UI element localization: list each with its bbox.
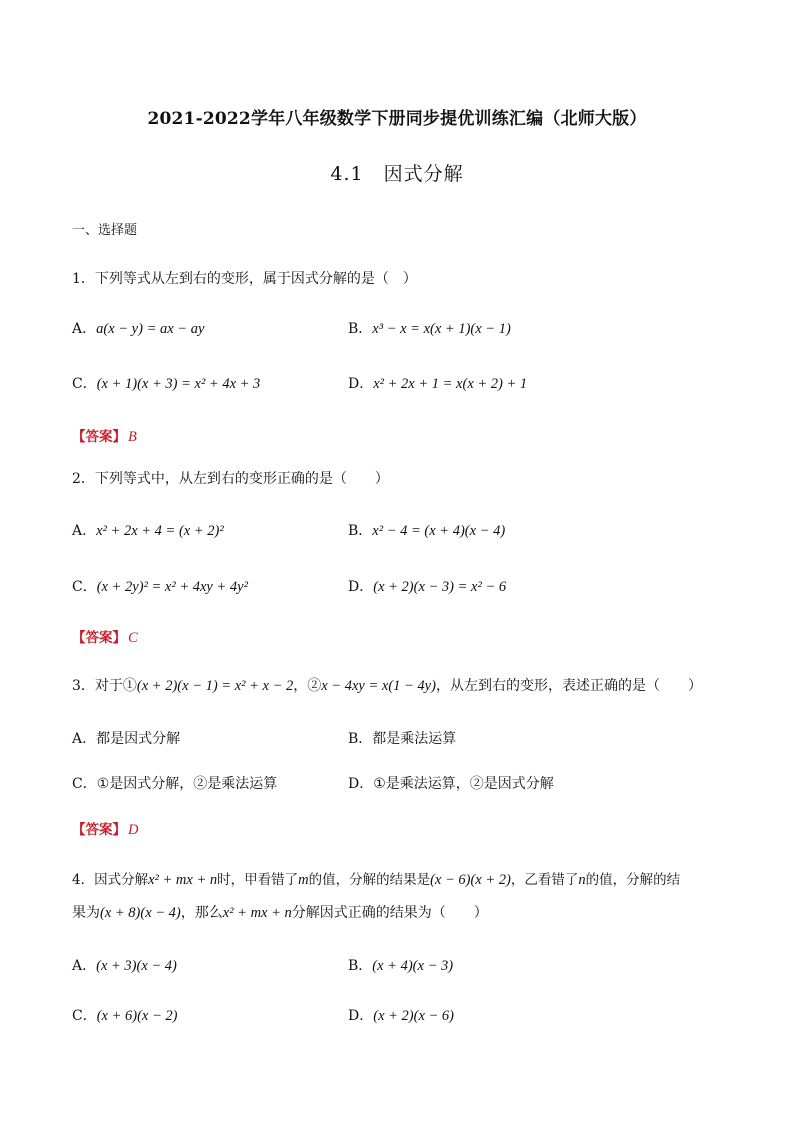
question-2-stem: 2．下列等式中，从左到右的变形正确的是（ ） — [72, 471, 389, 487]
question-1-option-d: D．x² + 2x + 1 = x(x + 2) + 1 — [348, 376, 528, 392]
question-1-option-a: A．a(x − y) = ax − ay — [72, 321, 205, 337]
document-title: 2021-2022学年八年级数学下册同步提优训练汇编（北师大版） — [147, 109, 647, 129]
question-4-stem-line-1: 4．因式分解x² + mx + n时，甲看错了m的值，分解的结果是(x − 6)(x + 2)，乙看错了n的值，分解的结 — [72, 872, 681, 888]
question-1-option-b: B．x³ − x = x(x + 1)(x − 1) — [348, 321, 511, 337]
question-3-stem: 3．对于①(x + 2)(x − 1) = x² + x − 2，②x − 4xy = x(1 − 4y)，从左到右的变形，表述正确的是（ ） — [72, 678, 702, 694]
question-3-option-d: D．①是乘法运算，②是因式分解 — [348, 776, 554, 792]
question-1-stem: 1．下列等式从左到右的变形，属于因式分解的是（ ） — [72, 271, 417, 287]
question-1-option-c: C．(x + 1)(x + 3) = x² + 4x + 3 — [72, 376, 261, 392]
question-3-answer: 【答案】 D — [72, 822, 139, 838]
question-4-option-a: A．(x + 3)(x − 4) — [72, 958, 177, 974]
question-type-heading: 一、选择题 — [72, 223, 138, 238]
question-2-answer: 【答案】 C — [72, 630, 138, 646]
section-title: 4.1 因式分解 — [330, 163, 464, 185]
question-4-option-b: B．(x + 4)(x − 3) — [348, 958, 454, 974]
question-2-option-c: C．(x + 2y)² = x² + 4xy + 4y² — [72, 579, 248, 595]
question-1-answer: 【答案】 B — [72, 429, 137, 445]
question-3-option-b: B．都是乘法运算 — [348, 731, 457, 747]
question-4-stem-line-2: 果为(x + 8)(x − 4)，那么x² + mx + n分解因式正确的结果为（ ） — [72, 905, 488, 921]
question-2-option-d: D．(x + 2)(x − 3) = x² − 6 — [348, 579, 507, 595]
question-3-option-a: A．都是因式分解 — [72, 731, 181, 747]
question-4-option-d: D．(x + 2)(x − 6) — [348, 1008, 454, 1024]
question-2-option-b: B．x² − 4 = (x + 4)(x − 4) — [348, 523, 506, 539]
question-3-option-c: C．①是因式分解，②是乘法运算 — [72, 776, 278, 792]
question-2-option-a: A．x² + 2x + 4 = (x + 2)² — [72, 523, 224, 539]
question-4-option-c: C．(x + 6)(x − 2) — [72, 1008, 178, 1024]
